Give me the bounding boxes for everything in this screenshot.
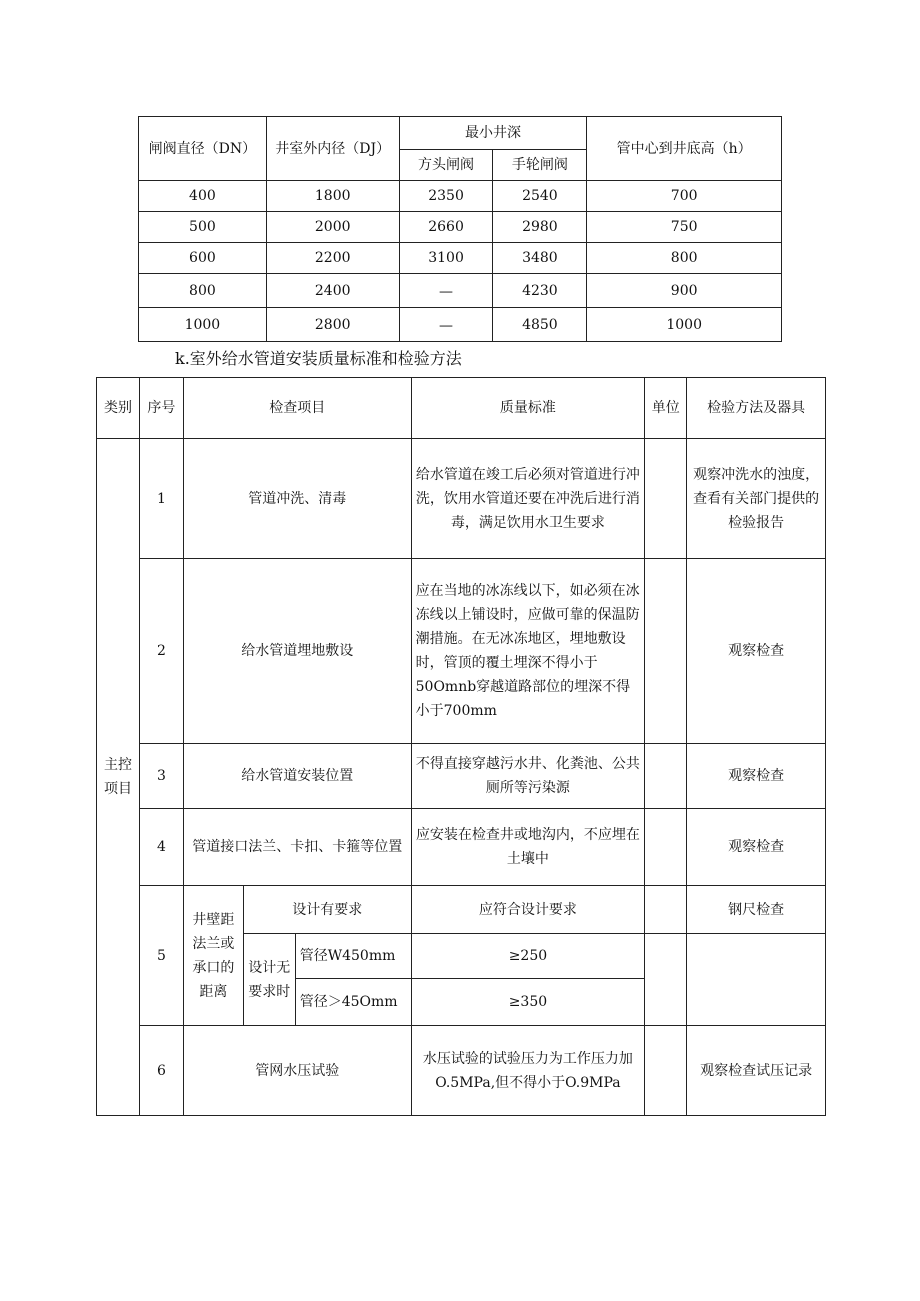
cell-design-req: 设计有要求 xyxy=(243,886,411,934)
cell-unit xyxy=(645,559,687,744)
header-dj: 井室外内径（DJ） xyxy=(266,117,399,181)
cell-standard: 应符合设计要求 xyxy=(411,886,645,934)
cell-square: 3100 xyxy=(399,243,493,274)
valve-well-table xyxy=(138,116,782,342)
cell-h: 1000 xyxy=(587,308,782,342)
header-square-valve: 方头闸阀 xyxy=(399,150,493,181)
header-h: 管中心到井底高（h） xyxy=(587,117,782,181)
cell-h: 750 xyxy=(587,212,782,243)
cell-seq: 3 xyxy=(139,744,183,809)
table-row xyxy=(97,886,826,934)
header-unit: 单位 xyxy=(645,378,687,439)
cell-standard: 应在当地的冰冻线以下，如必须在冰冻线以上铺设时，应做可靠的保温防潮措施。在无冰冻地区，埋地敷设时，管顶的覆土埋深不得小于50Omnb穿越道路部位的埋深不得小于700mm xyxy=(411,559,645,744)
cell-unit xyxy=(645,886,687,934)
table-row xyxy=(139,181,782,212)
cell-method: 观察检查 xyxy=(687,744,826,809)
table-row xyxy=(97,809,826,886)
cell-h: 900 xyxy=(587,274,782,308)
cell-hand: 2980 xyxy=(493,212,587,243)
cell-dj: 2400 xyxy=(266,274,399,308)
cell-h: 800 xyxy=(587,243,782,274)
cell-unit xyxy=(645,809,687,886)
quality-standard-table xyxy=(96,377,826,1116)
table-row xyxy=(97,1026,826,1116)
cell-hand: 4230 xyxy=(493,274,587,308)
header-standard: 质量标准 xyxy=(411,378,645,439)
cell-standard: 水压试验的试验压力为工作压力加O.5MPa,但不得小于O.9MPa xyxy=(411,1026,645,1116)
cell-seq: 2 xyxy=(139,559,183,744)
header-method: 检验方法及器具 xyxy=(687,378,826,439)
cell-square: — xyxy=(399,308,493,342)
header-min-depth: 最小井深 xyxy=(399,117,587,150)
cell-method: 观察检查 xyxy=(687,809,826,886)
cell-dn: 400 xyxy=(139,181,267,212)
cell-unit xyxy=(645,1026,687,1116)
cell-sub2: 管径＞45Omm xyxy=(295,979,411,1026)
cell-sub1: 管径W450mm xyxy=(295,934,411,979)
table-row xyxy=(97,559,826,744)
cell-dj: 2800 xyxy=(266,308,399,342)
cell-item: 井壁距法兰或承口的距离 xyxy=(183,886,243,1026)
cell-square: 2660 xyxy=(399,212,493,243)
table-row xyxy=(139,308,782,342)
header-category: 类别 xyxy=(97,378,140,439)
header-seq: 序号 xyxy=(139,378,183,439)
cell-h: 700 xyxy=(587,181,782,212)
cell-dj: 2000 xyxy=(266,212,399,243)
category-main-control: 主控项目 xyxy=(97,439,140,1116)
header-item: 检查项目 xyxy=(183,378,411,439)
cell-square: — xyxy=(399,274,493,308)
cell-unit xyxy=(645,934,687,1026)
table-row xyxy=(139,274,782,308)
cell-dn: 800 xyxy=(139,274,267,308)
table-row xyxy=(139,212,782,243)
cell-seq: 5 xyxy=(139,886,183,1026)
cell-dn: 1000 xyxy=(139,308,267,342)
cell-method xyxy=(687,934,826,1026)
cell-no-req: 设计无要求时 xyxy=(243,934,295,1026)
cell-hand: 3480 xyxy=(493,243,587,274)
cell-standard: 应安装在检查井或地沟内，不应埋在土壤中 xyxy=(411,809,645,886)
cell-item: 管道冲洗、清毒 xyxy=(183,439,411,559)
cell-item: 给水管道埋地敷设 xyxy=(183,559,411,744)
cell-standard: ≥250 xyxy=(411,934,645,979)
cell-seq: 1 xyxy=(139,439,183,559)
cell-unit xyxy=(645,439,687,559)
cell-item: 给水管道安装位置 xyxy=(183,744,411,809)
cell-square: 2350 xyxy=(399,181,493,212)
cell-method: 观察检查试压记录 xyxy=(687,1026,826,1116)
cell-seq: 6 xyxy=(139,1026,183,1116)
cell-item: 管网水压试验 xyxy=(183,1026,411,1116)
cell-dj: 2200 xyxy=(266,243,399,274)
header-hand-valve: 手轮闸阀 xyxy=(493,150,587,181)
table-row xyxy=(97,439,826,559)
cell-standard: ≥350 xyxy=(411,979,645,1026)
table-row xyxy=(139,243,782,274)
cell-method: 观察检查 xyxy=(687,559,826,744)
table-row xyxy=(97,744,826,809)
cell-dn: 600 xyxy=(139,243,267,274)
cell-seq: 4 xyxy=(139,809,183,886)
cell-standard: 不得直接穿越污水井、化粪池、公共厕所等污染源 xyxy=(411,744,645,809)
cell-hand: 4850 xyxy=(493,308,587,342)
section-caption: k.室外给水管道安装质量标准和检验方法 xyxy=(175,349,462,368)
cell-standard: 给水管道在竣工后必须对管道进行冲洗，饮用水管道还要在冲洗后进行消毒，满足饮用水卫生要求 xyxy=(411,439,645,559)
cell-unit xyxy=(645,744,687,809)
cell-method: 观察冲洗水的浊度，查看有关部门提供的检验报告 xyxy=(687,439,826,559)
header-dn: 闸阀直径（DN） xyxy=(139,117,267,181)
cell-dj: 1800 xyxy=(266,181,399,212)
cell-method: 钢尺检查 xyxy=(687,886,826,934)
cell-hand: 2540 xyxy=(493,181,587,212)
cell-item: 管道接口法兰、卡扣、卡箍等位置 xyxy=(183,809,411,886)
cell-dn: 500 xyxy=(139,212,267,243)
